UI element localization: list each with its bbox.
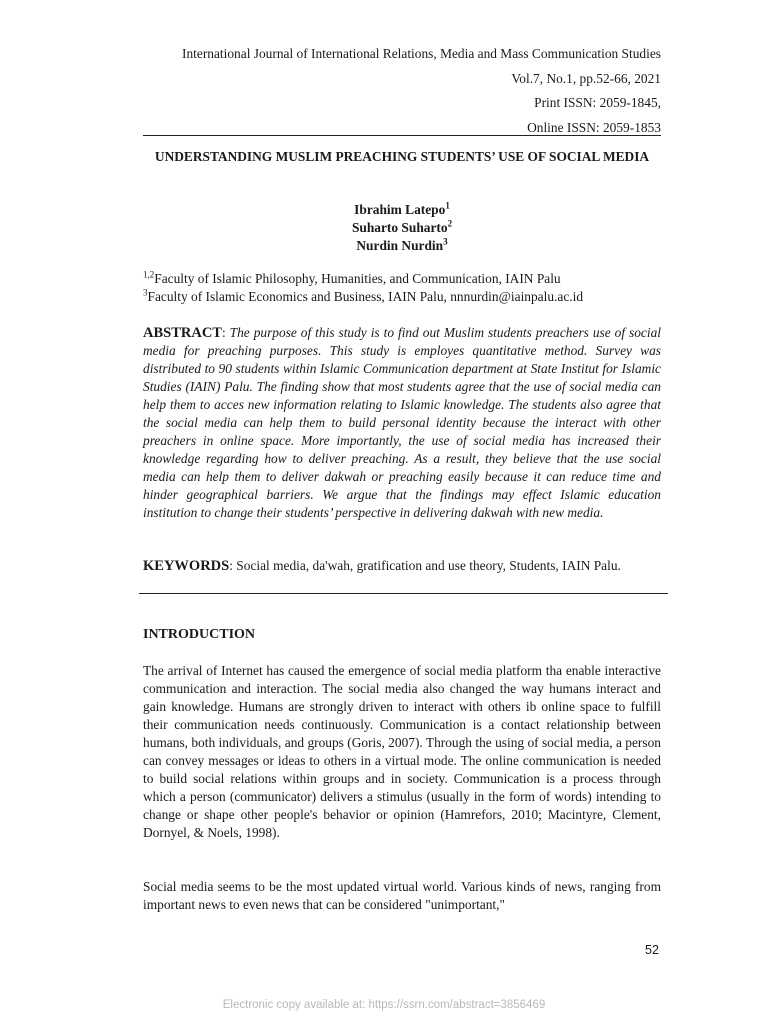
section-heading-introduction: INTRODUCTION [143,627,256,642]
intro-paragraph: Social media seems to be the most updated virtual world. Various kinds of news, ranging from important news to even news that can be considered "unimportant," [143,879,661,912]
abstract: ABSTRACT: The purpose of this study is to find out Muslim students preachers use of social media for preaching purposes. This study is employes quantitative method. Survey was distributed to 90 students within Islamic Communication department at State Institut for Islamic Studies (IAIN) Palu. The finding show that most students agree that the use of social media can help them to acces new information relating to Islamic knowledge. The students also agree that the social media can help them to build personal identity because the interact with other preachers in online space. More importantly, the use of social media has increased their knowledge regarding how to deliver preaching. As a result, they believe that the use social media can help them to deliver dakwah or preaching easily because it can reduce time and hinder geographical barriers. We argue that the findings may effect Islamic education institution to change their students’ perspective in delivering dakwah with new media. [143,325,661,520]
affiliation: $^3$Faculty of Islamic Economics and Business, IAIN Palu, nnnurdin@iainpalu.ac.id [143,287,584,304]
keywords-text: Social media, da'wah, gratification and use theory, Students, IAIN Palu. [236,558,621,573]
author: Suharto Suharto$^2$ [351,218,453,235]
print-issn: Print ISSN: 2059-1845, [534,95,661,110]
journal-name: International Journal of International Relations, Media and Mass Communication Studies [182,46,661,61]
affiliation: $^{1,2}$Faculty of Islamic Philosophy, Humanities, and Communication, IAIN Palu [143,269,561,286]
ssrn-footer-link[interactable]: Electronic copy available at: https://ssrn.com/abstract=3856469 [222,999,546,1011]
affiliation-list [143,270,703,306]
volume-info: Vol.7, No.1, pp.52-66, 2021 [511,71,661,86]
online-issn: Online ISSN: 2059-1853 [527,120,661,135]
keywords: KEYWORDS: Social media, da'wah, gratification and use theory, Students, IAIN Palu. [143,558,621,574]
intro-paragraph: The arrival of Internet has caused the emergence of social media platform tha enable interactive communication and interaction. The social media also changed the way humans interact and gain knowledge. Humans are strongly driven to interact with others ib online space to fulfill their communication needs continuously. Communication is a contact relationship between humans, both individuals, and groups (Goris, 2007). Through the using of social media, a person can convey messages or ideas to others in a virtual mode. The online communication is needed to build social relations within groups and in society. Communication is a process through which a person (communicator) delivers a stimulus (usually in the form of words) intending to change or shape other people's behavior or opinion (Hamrefors, 2010; Macintyre, Clement, Dornyel, & Noels, 1998). [143,663,661,840]
header-divider [143,135,661,136]
paper-title: UNDERSTANDING MUSLIM PREACHING STUDENTS’ USE OF SOCIAL MEDIA [154,149,650,164]
abstract-text: The purpose of this study is to find out Muslim students preachers use of social media for preaching purposes. This study is employes quantitative method. Survey was distributed to 90 students within Islamic Communication department at State Institut for Islamic Studies (IAIN) Palu. The finding show that most students agree that the use of social media can help them to acces new information relating to Islamic knowledge. The students also agree that the social media can help them to build personal identity because the interact with other preachers in online space. More importantly, the use of social media has increased their knowledge regarding how to deliver preaching. As a result, they believe that the use social media can help them to deliver dakwah or preaching easily because it can reduce time and hinder geographical barriers. We argue that the findings may effect Islamic education institution to change their students’ perspective in delivering dakwah with new media. [143,325,661,520]
keywords-divider [139,593,668,594]
author: Ibrahim Latepo$^1$ [354,200,450,217]
author-list [143,201,661,255]
page-number: 52 [645,943,659,957]
author: Nurdin Nurdin$^3$ [356,236,448,253]
keywords-label: KEYWORDS [143,558,230,574]
abstract-label: ABSTRACT [143,325,222,341]
